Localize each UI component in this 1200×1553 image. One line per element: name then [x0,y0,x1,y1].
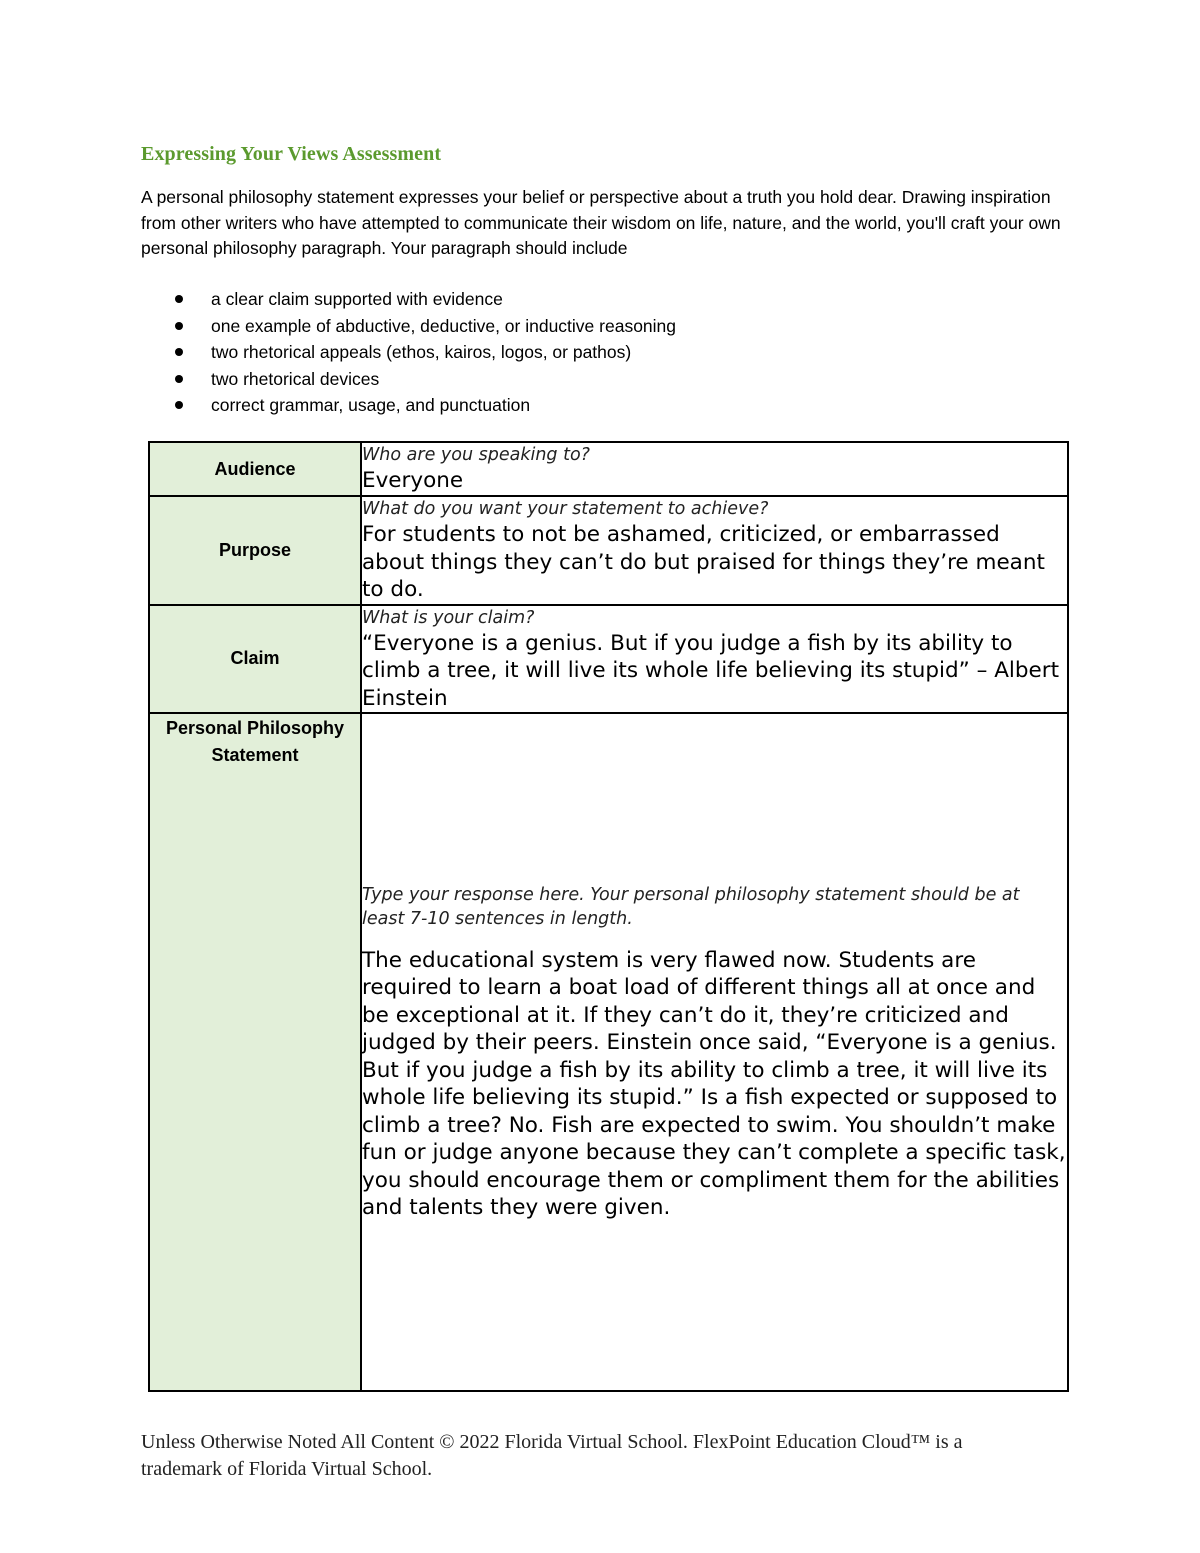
list-item [141,366,676,393]
bullet-icon [175,322,183,330]
statement-prompt: Type your response here. Your personal philosophy statement should be at least 7-10 sentences in length. [362,884,1020,929]
page-title: Expressing Your Views Assessment [141,143,442,165]
list-item-text: one example of abductive, deductive, or inductive reasoning [211,315,677,336]
claim-answer: “Everyone is a genius. But if you judge a fish by its ability to climb a tree, it will live its whole life believing its stupid” – Albert Einstein [362,630,1060,711]
statement-label-text: Personal Philosophy Statement [165,718,345,765]
list-item [141,313,676,340]
table-row-statement [149,713,1068,1391]
bullet-icon [175,295,183,303]
claim-prompt: What is your claim? [362,607,535,628]
purpose-answer: For students to not be ashamed, criticized, or embarrassed about things they can’t do but praised for things they’re meant to do. [362,522,1045,602]
list-item-text: two rhetorical devices [211,368,380,389]
list-item-text: correct grammar, usage, and punctuation [211,395,531,416]
copyright-footer: Unless Otherwise Noted All Content © 2022 Florida Virtual School. FlexPoint Education Cloud™ is a trademark of Florida Virtual School. [141,1431,963,1480]
statement-label [149,713,361,1391]
audience-answer: Everyone [362,468,464,494]
requirements-list [141,286,676,419]
bullet-icon [175,348,183,356]
list-item [141,339,676,366]
audience-label: Audience [149,442,361,496]
table-row-purpose [149,496,1068,605]
response-table [148,441,1069,1392]
list-item-text: two rhetorical appeals (ethos, kairos, logos, or pathos) [211,342,632,363]
list-item [141,286,676,313]
bullet-icon [175,401,183,409]
table-row-claim [149,605,1068,714]
list-item-text: a clear claim supported with evidence [211,289,503,309]
claim-cell[interactable] [361,605,1068,714]
purpose-cell[interactable] [361,496,1068,605]
list-item [141,392,676,419]
bullet-icon [175,375,183,383]
purpose-prompt: What do you want your statement to achieve? [362,499,769,519]
claim-label: Claim [149,605,361,714]
statement-answer: The educational system is very flawed now. Students are required to learn a boat load of different things all at once and be exceptional at it. If they can’t do it, they’re criticized and judged by their peers. Einstein once said, “Everyone is a genius. But if you judge a fish by its ability to climb a tree, it will live its whole life believing its stupid.” Is a fish expected or supposed to climb a tree? No. Fish are expected to swim. You shouldn’t make fun or judge anyone because they can’t complete a specific task, you should encourage them or compliment them for the abilities and talents they were given. [362,947,1066,1220]
audience-prompt: Who are you speaking to? [362,445,590,466]
purpose-label: Purpose [149,496,361,605]
audience-cell[interactable] [361,442,1068,496]
spacer [362,931,1067,947]
table-row-audience [149,442,1068,496]
statement-cell[interactable] [361,713,1068,1391]
intro-paragraph: A personal philosophy statement expresses your belief or perspective about a truth you hold dear. Drawing inspiration from other writers who have attempted to communicate their wisdom on life, nature, and the world, you'll craft your own personal philosophy paragraph. Your paragraph should include [141,187,1061,258]
